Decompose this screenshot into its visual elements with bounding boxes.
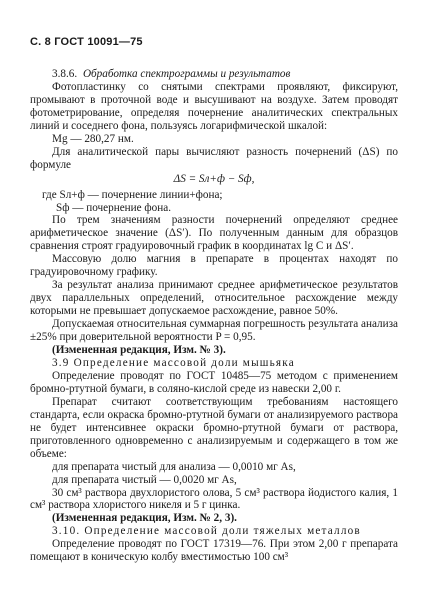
page-header: С. 8 ГОСТ 10091—75 — [30, 36, 143, 48]
where-line-2: Sф — почернение фона. — [56, 201, 172, 214]
formula: ΔS = Sл+ф − Sф, — [173, 172, 255, 185]
section-number: 3.8.6. — [52, 68, 78, 80]
where-clause — [30, 189, 398, 215]
list-line: для препарата чистый для анализа — 0,0010 мг As, — [52, 460, 296, 473]
section-3-8-6-heading — [30, 68, 398, 81]
paragraph: Допускаемая относительная суммарная погрешность результата анализа ±25% при доверительной вероятности P = 0,95. — [30, 318, 398, 344]
mg-line: Mg — 280,27 нм. — [52, 132, 134, 145]
paragraph: Для аналитической пары вычисляют разность почернений (ΔS) по формуле — [30, 145, 398, 171]
document-body — [30, 68, 398, 564]
paragraph: Фотопластинку со снятыми спектрами проявляют, фиксируют, промывают в проточной воде и высушивают на воздухе. Затем проводят фотометрирование, определяя почернение аналитических спектральных линий и соседнего фона, пользуясь логарифмической шкалой: — [30, 80, 398, 132]
section-3-10-heading: 3.10. Определение массовой доли тяжелых металлов — [52, 525, 361, 538]
paragraph: Массовую долю магния в препарате в процентах находят по градуировочному графику. — [30, 253, 398, 279]
section-title: Обработка спектрограммы и результатов — [82, 68, 291, 80]
revision-note: (Измененная редакция, Изм. № 3). — [52, 344, 226, 357]
paragraph: 30 см³ раствора двухлористого олова, 5 см³ раствора йодистого калия, 1 см³ раствора хлористого никеля и 5 г цинка. — [30, 486, 398, 512]
list-line: для препарата чистый — 0,0020 мг As, — [52, 473, 237, 486]
paragraph: Определение проводят по ГОСТ 17319—76. При этом 2,00 г препарата помещают в коническую колбу вместимостью 100 см³ — [30, 538, 398, 564]
section-3-9-heading: 3.9 Определение массовой доли мышьяка — [52, 356, 295, 369]
revision-note: (Измененная редакция, Изм. № 2, 3). — [52, 512, 237, 525]
where-line-1: где Sл+ф — почернение линии+фона; — [42, 188, 223, 201]
paragraph: Определение проводят по ГОСТ 10485—75 методом с применением бромно-ртутной бумаги, в соляно-кислой среде из навески 2,00 г. — [30, 369, 398, 395]
paragraph: По трем значениям разности почернений определяют среднее арифметическое значение (ΔS′). По полученным данным для образцов сравнения строят градуировочный график в координатах lg C и ΔS′. — [30, 214, 398, 253]
paragraph: Препарат считают соответствующим требованиям настоящего стандарта, если окраска бромно-ртутной бумаги от анализируемого раствора не будет интенсивнее окраски бромно-ртутной бумаги от раствора, приготовленного одновременно с анализируемым и содержащего в том же объеме: — [30, 395, 398, 460]
paragraph: За результат анализа принимают среднее арифметическое результатов двух параллельных определений, относительное расхождение между которыми не превышает допускаемое расхождение, равное 50%. — [30, 279, 398, 318]
